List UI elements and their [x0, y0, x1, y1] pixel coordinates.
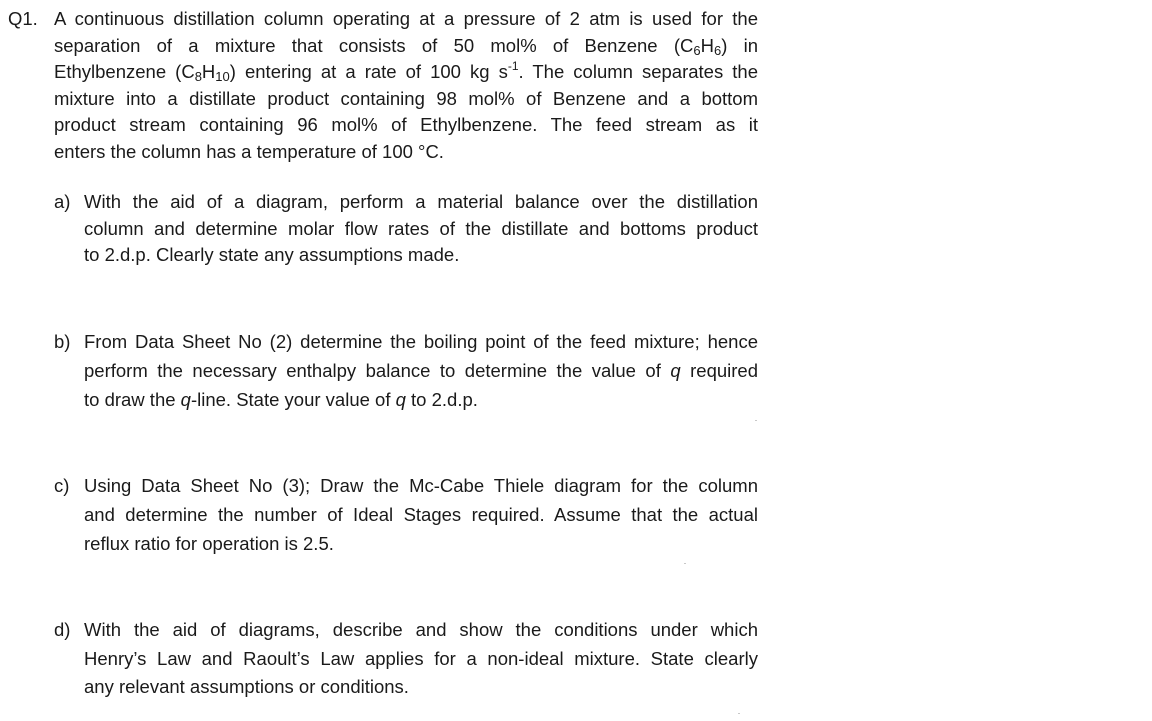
scan-speck: [738, 713, 740, 714]
intro-line-6: enters the column has a temperature of 100 °C.: [54, 140, 444, 162]
part-b-label: b): [54, 331, 71, 352]
part-d-text: With the aid of diagrams, describe and show the conditions under which Henry’s Law and Raoult’s Law applies for a non-ideal mixture. State clearly any relevant assumptions or conditions.: [84, 619, 758, 697]
part-a-label: a): [54, 191, 71, 212]
question-intro: [54, 6, 758, 165]
intro-line-5: product stream containing 96 mol% of Ethylbenzene. The feed stream as it: [54, 114, 758, 135]
intro-line-4: mixture into a distillate product containing 98 mol% of Benzene and a bottom: [54, 87, 758, 109]
part-b-text: From Data Sheet No (2) determine the boiling point of the feed mixture; hence perform the necessary enthalpy balance to determine the value of q required to draw the q-line. State your value of q to 2.d.p.: [84, 331, 758, 410]
part-d-label: d): [54, 619, 71, 640]
question-number: Q1.: [8, 8, 38, 29]
part-c-text: Using Data Sheet No (3); Draw the Mc-Cabe Thiele diagram for the column and determine the number of Ideal Stages required. Assume that the actual reflux ratio for operation is 2.5.: [84, 475, 758, 554]
intro-line-1: A continuous distillation column operating at a pressure of 2 atm is used for the: [54, 8, 758, 29]
scan-speck: [755, 420, 757, 421]
part-a-text: With the aid of a diagram, perform a material balance over the distillation column and determine molar flow rates of the distillate and bottoms product to 2.d.p. Clearly state any assumptions made.: [84, 191, 758, 265]
scan-speck: [684, 563, 686, 564]
part-c-label: c): [54, 475, 70, 496]
intro-line-3: Ethylbenzene $(C_8H_{10})$ entering at a rate of 100 kg $s^{-1}$. The column separates the: [54, 59, 758, 84]
intro-line-2: separation of a mixture that consists of 50 mol% of Benzene $(C_6H_6)$ in: [54, 34, 759, 58]
